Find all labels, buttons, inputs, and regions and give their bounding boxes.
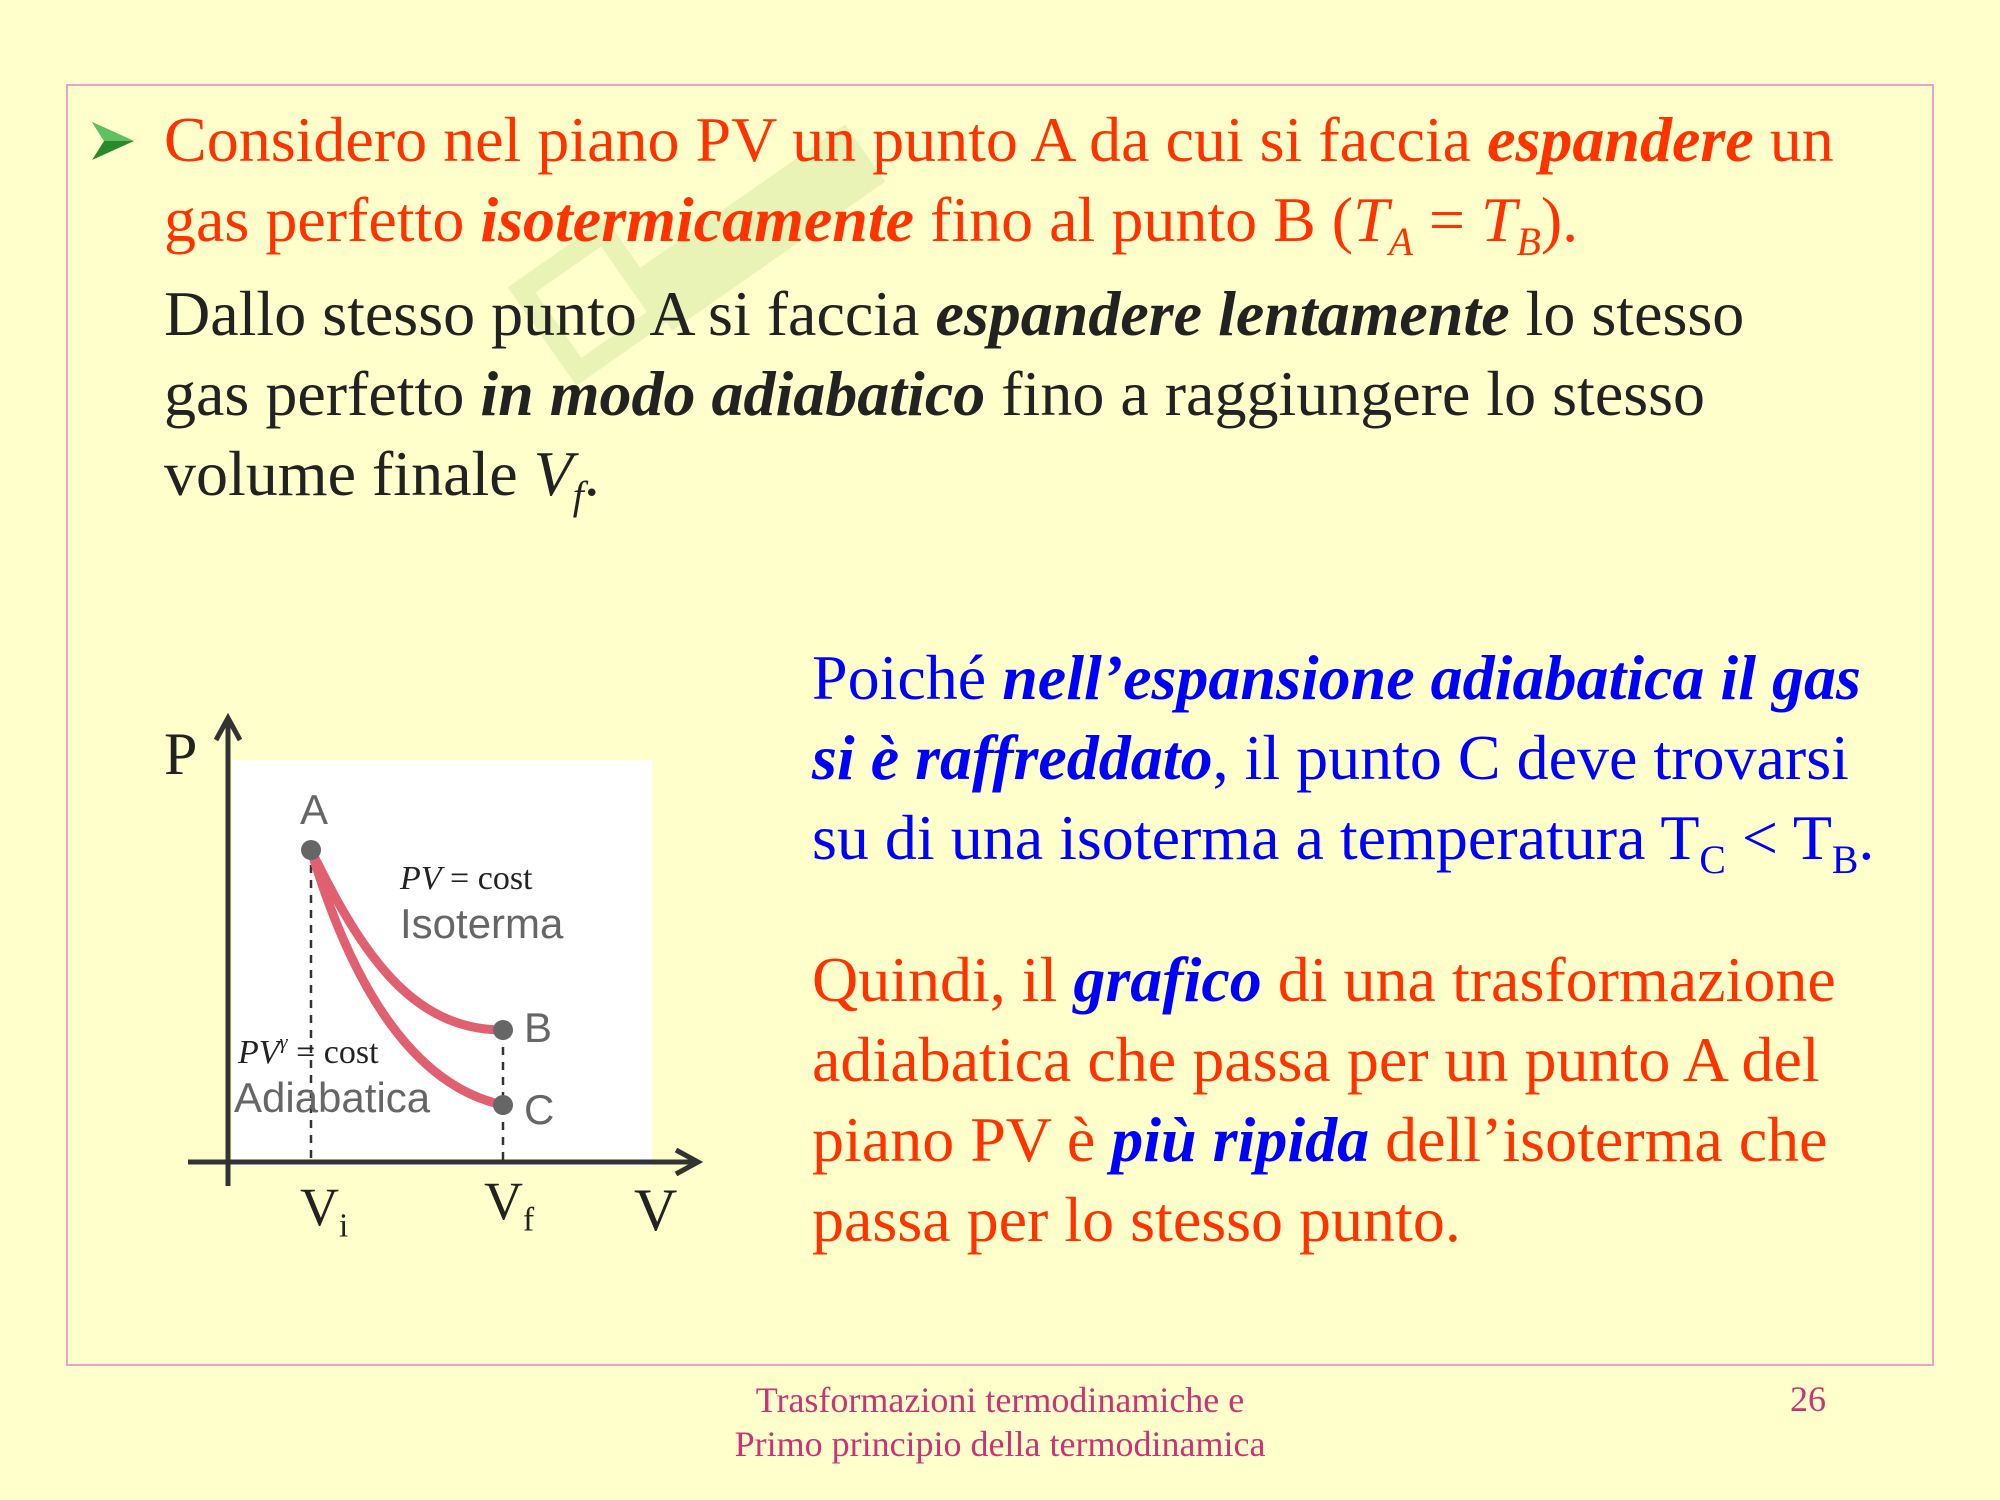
paragraph4-line-1: Quindi, il grafico di una trasformazione [812,944,1836,1015]
isotherm-label: Isoterma [400,900,564,947]
bullet-line-1: Considero nel piano PV un punto A da cui si faccia espandere un [164,104,1834,175]
slide-footer [640,1378,1360,1466]
paragraph3-line-2: si è raffreddato, il punto C deve trovarsi [812,722,1849,793]
paragraph4-line-4: passa per lo stesso punto. [812,1184,1461,1255]
adiabatic-label: Adiabatica [234,1074,431,1121]
p-axis-label: P [164,721,198,787]
paragraph4-line-2: adiabatica che passa per un punto A del [812,1024,1820,1095]
point-a-marker [301,840,321,860]
paragraph2-line-2: gas perfetto in modo adiabatico fino a raggiungere lo stesso [164,358,1706,429]
isotherm-formula: PV = cost [400,860,533,897]
point-b-label: B [524,1004,553,1051]
paragraph2-line-1: Dallo stesso punto A si faccia espandere lentamente lo stesso [164,278,1745,349]
page-number: 26 [1790,1379,1826,1419]
paragraph2-line-3: volume finale $V_f$. [164,438,600,518]
pv-diagram [160,700,720,1260]
paragraph3-line-1: Poiché nell’espansione adiabatica il gas [812,642,1861,713]
point-a-label: A [300,786,329,833]
footer-line-1: Trasformazioni termodinamiche e [755,1380,1245,1420]
paragraph4-line-3: piano PV è più ripida dell’isoterma che [812,1104,1828,1175]
bullet-line-2: gas perfetto isotermicamente fino al punto B $(T_A = T_B)$. [164,184,1579,264]
adiabatic-formula: $PV^\gamma = \cos t$ [238,1031,379,1071]
point-c-label: C [524,1086,555,1133]
v-axis-label: V [634,1177,678,1243]
point-b-marker [493,1020,513,1040]
point-c-marker [493,1095,513,1115]
footer-line-2: Primo principio della termodinamica [734,1424,1266,1464]
paragraph3-line-3: su di una isoterma a temperatura $T_C < T_B$. [812,802,1875,882]
vi-label: $V_i$ [300,1177,349,1245]
vf-label: $V_f$ [484,1171,535,1239]
arrow-bullet-icon [88,116,138,166]
